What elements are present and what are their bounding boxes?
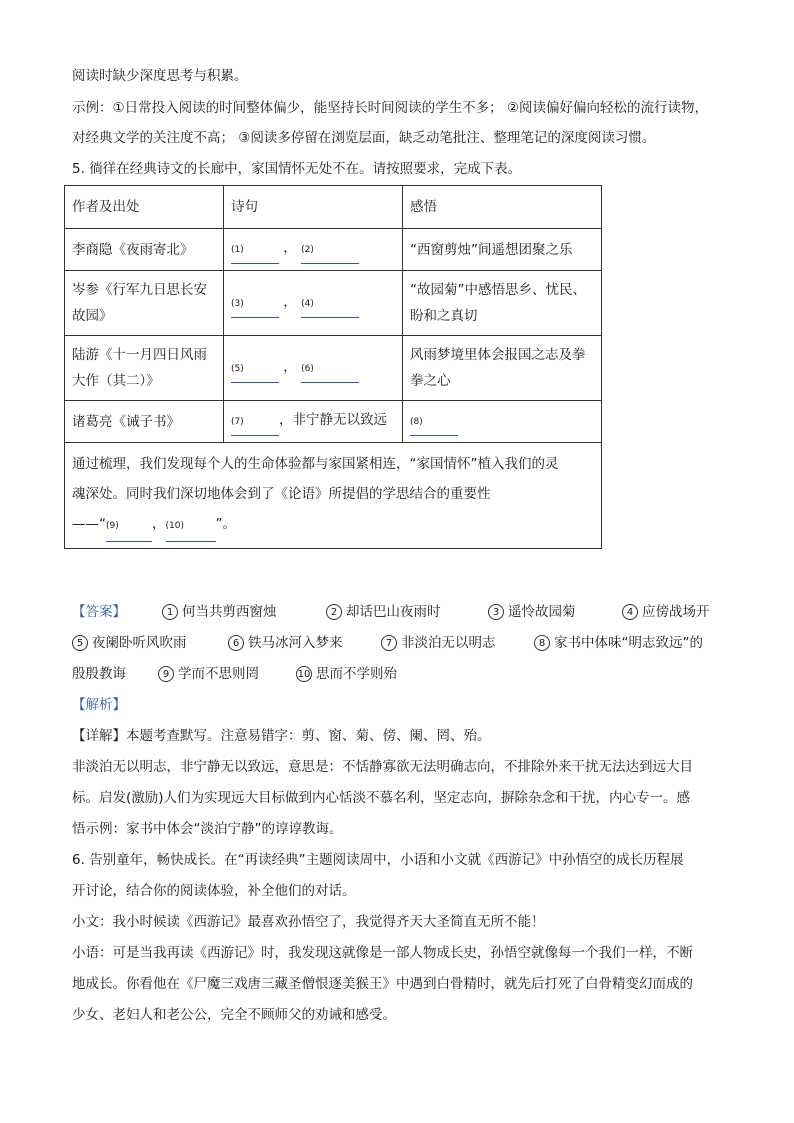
table-row	[65, 401, 602, 443]
table-row	[65, 336, 602, 401]
table-header-row	[65, 186, 602, 229]
dialogue-line: 小文：我小时候读《西游记》最喜欢孙悟空了，我觉得齐天大圣简直无所不能！	[72, 914, 545, 930]
author-cell: 李商隐《夜雨寄北》	[65, 229, 224, 271]
verse-cell: (7) ，非宁静无以致远	[224, 401, 403, 443]
author-cell: 诸葛亮《诫子书》	[65, 401, 224, 443]
answer-item: 9 学而不思则罔	[158, 664, 259, 684]
question-5-stem: 5. 徜徉在经典诗文的长廊中，家国情怀无处不在。请按照要求，完成下表。	[72, 161, 522, 177]
table-header-cell: 感悟	[403, 186, 602, 229]
author-cell: 陆游《十一月四日风雨大作（其二）》	[65, 336, 224, 401]
analysis-line: 非淡泊无以明志，非宁静无以致远，意思是：不恬静寡欲无法明确志向，不排除外来干扰无法达到远大目	[72, 759, 693, 775]
insight-cell: 风雨梦境里体会报国之志及拳拳之心	[403, 336, 602, 401]
summary-line: ——“(9) ，(10) ”。	[72, 509, 594, 542]
author-cell: 岑参《行军九日思长安故园》	[65, 271, 224, 336]
blank-field[interactable]: (4)	[301, 289, 359, 318]
table-header-cell: 诗句	[224, 186, 403, 229]
text-line: 示例：①日常投入阅读的时间整体偏少，能坚持长时间阅读的学生不多； ②阅读偏好偏向轻松的流行读物，	[72, 100, 708, 116]
summary-cell	[65, 443, 602, 549]
table-summary-row	[65, 443, 602, 549]
summary-line: 通过梳理，我们发现每个人的生命体验都与家国紧相连，“家国情怀”植入我们的灵	[72, 456, 559, 472]
blank-field[interactable]: (1)	[231, 235, 279, 264]
blank-field[interactable]: (7)	[231, 407, 279, 436]
question-6-stem: 6. 告别童年，畅快成长。在“再读经典”主题阅读周中，小语和小文就《西游记》中孙悟空的成长历程展	[72, 852, 684, 868]
blank-field[interactable]: (2)	[301, 235, 359, 264]
answer-item: 1 何当共剪西窗烛	[162, 602, 277, 622]
answer-item: 6 铁马冰河入梦来	[228, 633, 343, 653]
verse-cell: (1) ， (2)	[224, 229, 403, 271]
text-line: 对经典文学的关注度不高； ③阅读多停留在浏览层面，缺乏动笔批注、整理笔记的深度阅读习惯。	[72, 130, 656, 146]
detail-line: 【详解】本题考查默写。注意易错字：剪、窗、菊、傍、阑、罔、殆。	[72, 728, 491, 744]
dialogue-line: 小语：可是当我再读《西游记》时，我发现这就像是一部人物成长史，孙悟空就像每一个我们一样，不断	[72, 945, 693, 961]
poetry-table	[64, 185, 602, 549]
answer-item: 5 夜阑卧听风吹雨	[72, 633, 187, 653]
answer-item: 10 思而不学则殆	[297, 666, 397, 682]
answer-item: 4 应傍战场开	[622, 602, 710, 622]
insight-cell: “西窗剪烛”间遥想团聚之乐	[403, 229, 602, 271]
answer-item: 7 非淡泊无以明志	[381, 633, 496, 653]
blank-field[interactable]: (10)	[166, 509, 216, 542]
table-header-cell: 作者及出处	[65, 186, 224, 229]
answer-label: 【答案】	[72, 604, 126, 620]
blank-field[interactable]: (3)	[231, 289, 279, 318]
answer-item-continuation: 殷殷教诲	[72, 666, 126, 682]
text-line: 阅读时缺少深度思考与积累。	[72, 68, 248, 84]
table-row	[65, 229, 602, 271]
summary-line: 魂深处。同时我们深切地体会到了《论语》所提倡的学思结合的重要性	[72, 486, 491, 502]
blank-field[interactable]: (5)	[231, 354, 279, 383]
answer-item: 2 却话巴山夜雨时	[326, 602, 441, 622]
dialogue-line: 少女、老妇人和老公公，完全不顾师父的劝诫和感受。	[72, 1007, 396, 1023]
verse-cell: (5) ， (6)	[224, 336, 403, 401]
analysis-line: 标。启发(激励)人们为实现远大目标做到内心恬淡不慕名利，坚定志向，摒除杂念和干扰，内心专一。感	[72, 790, 691, 806]
insight-cell	[403, 401, 602, 443]
verse-cell: (3) ， (4)	[224, 271, 403, 336]
table-row	[65, 271, 602, 336]
analysis-label: 【解析】	[72, 697, 126, 713]
answer-item: 3 遥怜故园菊	[488, 602, 576, 622]
insight-cell: “故园菊”中感悟思乡、忧民、盼和之真切	[403, 271, 602, 336]
blank-field[interactable]: (6)	[301, 354, 359, 383]
text-line: 开讨论，结合你的阅读体验，补全他们的对话。	[72, 883, 356, 899]
blank-field[interactable]: (8)	[410, 407, 458, 436]
blank-field[interactable]: (9)	[106, 509, 152, 542]
dialogue-line: 地成长。你看他在《尸魔三戏唐三藏圣僧恨逐美猴王》中遇到白骨精时，就先后打死了白骨精变幻而成的	[72, 976, 693, 992]
analysis-line: 悟示例：家书中体会“淡泊宁静”的谆谆教诲。	[72, 821, 343, 837]
answer-item: 8 家书中体味“明志致远”的	[534, 633, 703, 653]
